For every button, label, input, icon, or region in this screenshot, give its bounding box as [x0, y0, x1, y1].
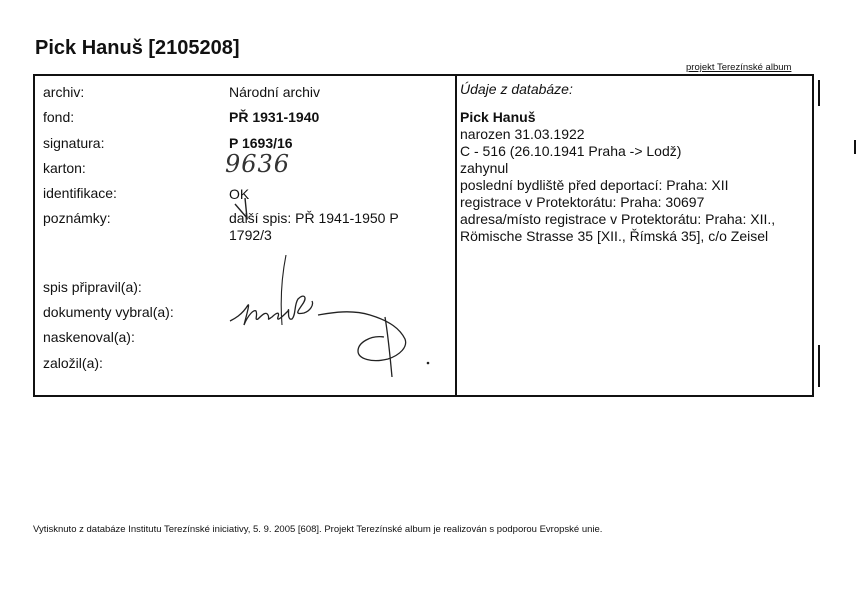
database-line-fate: zahynul [460, 160, 509, 176]
database-heading: Údaje z databáze: [460, 81, 573, 97]
record-title: Pick Hanuš [2105208] [35, 37, 240, 59]
database-line-last-residence: poslední bydliště před deportací: Praha: XII [460, 177, 729, 193]
field-label-signatura: signatura: [43, 135, 105, 151]
field-label-poznamky: poznámky: [43, 210, 111, 226]
field-value-fond: PŘ 1931-1940 [229, 109, 320, 125]
field-label-identifikace: identifikace: [43, 185, 117, 201]
scan-edge-mark [818, 345, 820, 387]
database-line-transport: C - 516 (26.10.1941 Praha -> Lodž) [460, 143, 682, 159]
handwritten-signature [220, 255, 450, 385]
database-line-address: adresa/místo registrace v Protektorátu: Praha: XII., Römische Strasse 35 [XII., Římská 35], c/o Zeisel [460, 211, 776, 244]
scan-edge-mark [854, 140, 856, 154]
field-label-karton: karton: [43, 160, 86, 176]
database-panel [460, 81, 808, 245]
handwritten-karton-number: 9636 [225, 150, 291, 178]
field-value-poznamky: další spis: PŘ 1941-1950 P 1792/3 [229, 210, 399, 243]
scan-edge-mark [818, 80, 820, 106]
database-line-registration: registrace v Protektorátu: Praha: 30697 [460, 194, 705, 210]
field-value-signatura: P 1693/16 [229, 135, 293, 151]
field-label-fond: fond: [43, 109, 75, 125]
processing-label-pripravil: spis připravil(a): [43, 279, 142, 295]
processing-label-zalozil: založil(a): [43, 355, 103, 371]
print-footer: Vytisknuto z databáze Institutu Terezínské iniciativy, 5. 9. 2005 [608]. Projekt Terezínské album je realizován s podporou Evropské unie. [33, 524, 603, 535]
project-source-label: projekt Terezínské album [686, 62, 792, 73]
field-label-archiv: archiv: [43, 84, 85, 100]
processing-label-vybral: dokumenty vybral(a): [43, 304, 174, 320]
column-divider [455, 76, 457, 395]
database-person-name: Pick Hanuš [460, 109, 536, 125]
handwritten-check-mark [233, 194, 263, 224]
handwritten-identifikace: OK [229, 186, 250, 202]
processing-label-naskenoval: naskenoval(a): [43, 329, 135, 345]
database-line-born: narozen 31.03.1922 [460, 126, 585, 142]
field-value-archiv: Národní archiv [229, 84, 321, 100]
